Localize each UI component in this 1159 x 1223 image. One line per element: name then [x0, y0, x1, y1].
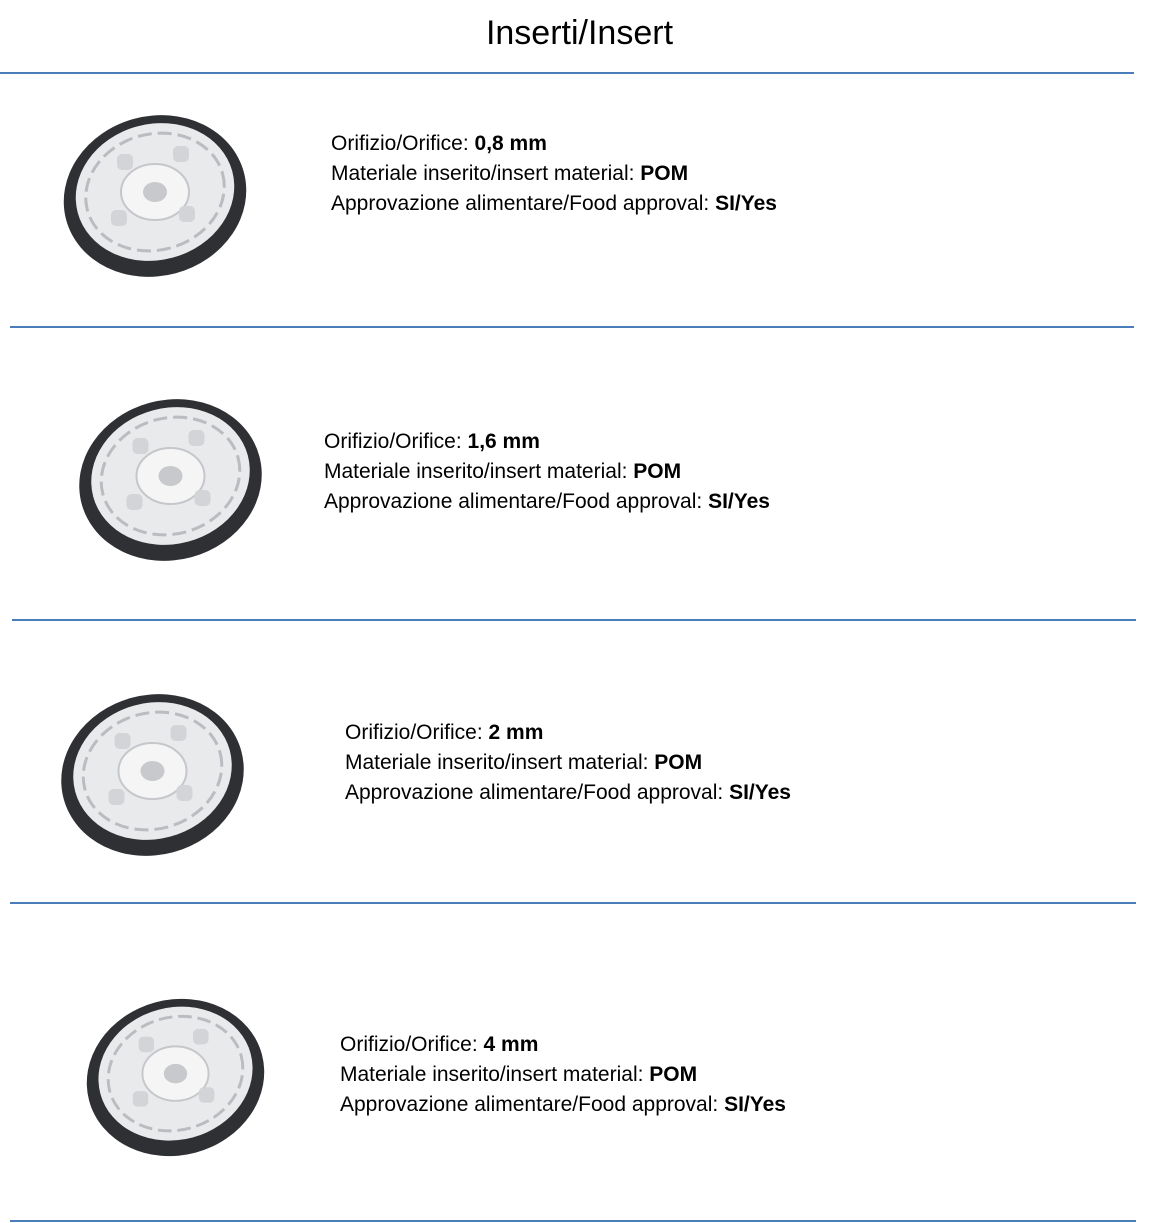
insert-disc-icon: [55, 106, 255, 286]
material-value: POM: [633, 460, 682, 483]
divider: [10, 1220, 1136, 1222]
orifice-line: [345, 718, 791, 748]
material-value: POM: [640, 162, 689, 185]
food-approval-label: Approvazione alimentare/Food approval:: [345, 781, 730, 804]
food-approval-value: SI/Yes: [729, 781, 791, 804]
insert-disc-icon: [78, 990, 273, 1165]
food-approval-label: Approvazione alimentare/Food approval:: [331, 192, 716, 215]
food-approval-value: SI/Yes: [724, 1093, 786, 1116]
orifice-line: [331, 129, 777, 159]
product-row: [0, 328, 1159, 618]
material-line: [345, 748, 791, 778]
food-approval-line: [324, 487, 770, 517]
product-row: [0, 621, 1159, 901]
orifice-value: 2 mm: [488, 721, 544, 744]
orifice-value: 4 mm: [483, 1033, 539, 1056]
orifice-label: Orifizio/Orifice:: [324, 430, 468, 453]
spec-block: [331, 129, 777, 219]
orifice-line: [324, 427, 770, 457]
orifice-value: 1,6 mm: [467, 430, 540, 453]
material-line: [340, 1060, 786, 1090]
material-line: [331, 159, 777, 189]
page-title: Inserti/Insert: [485, 14, 674, 52]
spec-block: [345, 718, 791, 808]
food-approval-line: [331, 189, 777, 219]
product-row: [0, 74, 1159, 326]
orifice-label: Orifizio/Orifice:: [331, 132, 475, 155]
food-approval-value: SI/Yes: [715, 192, 777, 215]
insert-disc-icon: [50, 685, 255, 865]
orifice-label: Orifizio/Orifice:: [340, 1033, 484, 1056]
material-value: POM: [654, 751, 703, 774]
material-label: Materiale inserito/insert material:: [331, 162, 641, 185]
orifice-label: Orifizio/Orifice:: [345, 721, 489, 744]
orifice-line: [340, 1030, 786, 1060]
material-label: Materiale inserito/insert material:: [340, 1063, 650, 1086]
material-line: [324, 457, 770, 487]
product-row: [0, 904, 1159, 1220]
material-label: Materiale inserito/insert material:: [345, 751, 655, 774]
food-approval-line: [345, 778, 791, 808]
food-approval-value: SI/Yes: [708, 490, 770, 513]
food-approval-label: Approvazione alimentare/Food approval:: [324, 490, 709, 513]
material-label: Materiale inserito/insert material:: [324, 460, 634, 483]
orifice-value: 0,8 mm: [474, 132, 547, 155]
spec-block: [340, 1030, 786, 1120]
spec-block: [324, 427, 770, 517]
material-value: POM: [649, 1063, 698, 1086]
food-approval-label: Approvazione alimentare/Food approval:: [340, 1093, 725, 1116]
food-approval-line: [340, 1090, 786, 1120]
insert-disc-icon: [68, 390, 273, 570]
